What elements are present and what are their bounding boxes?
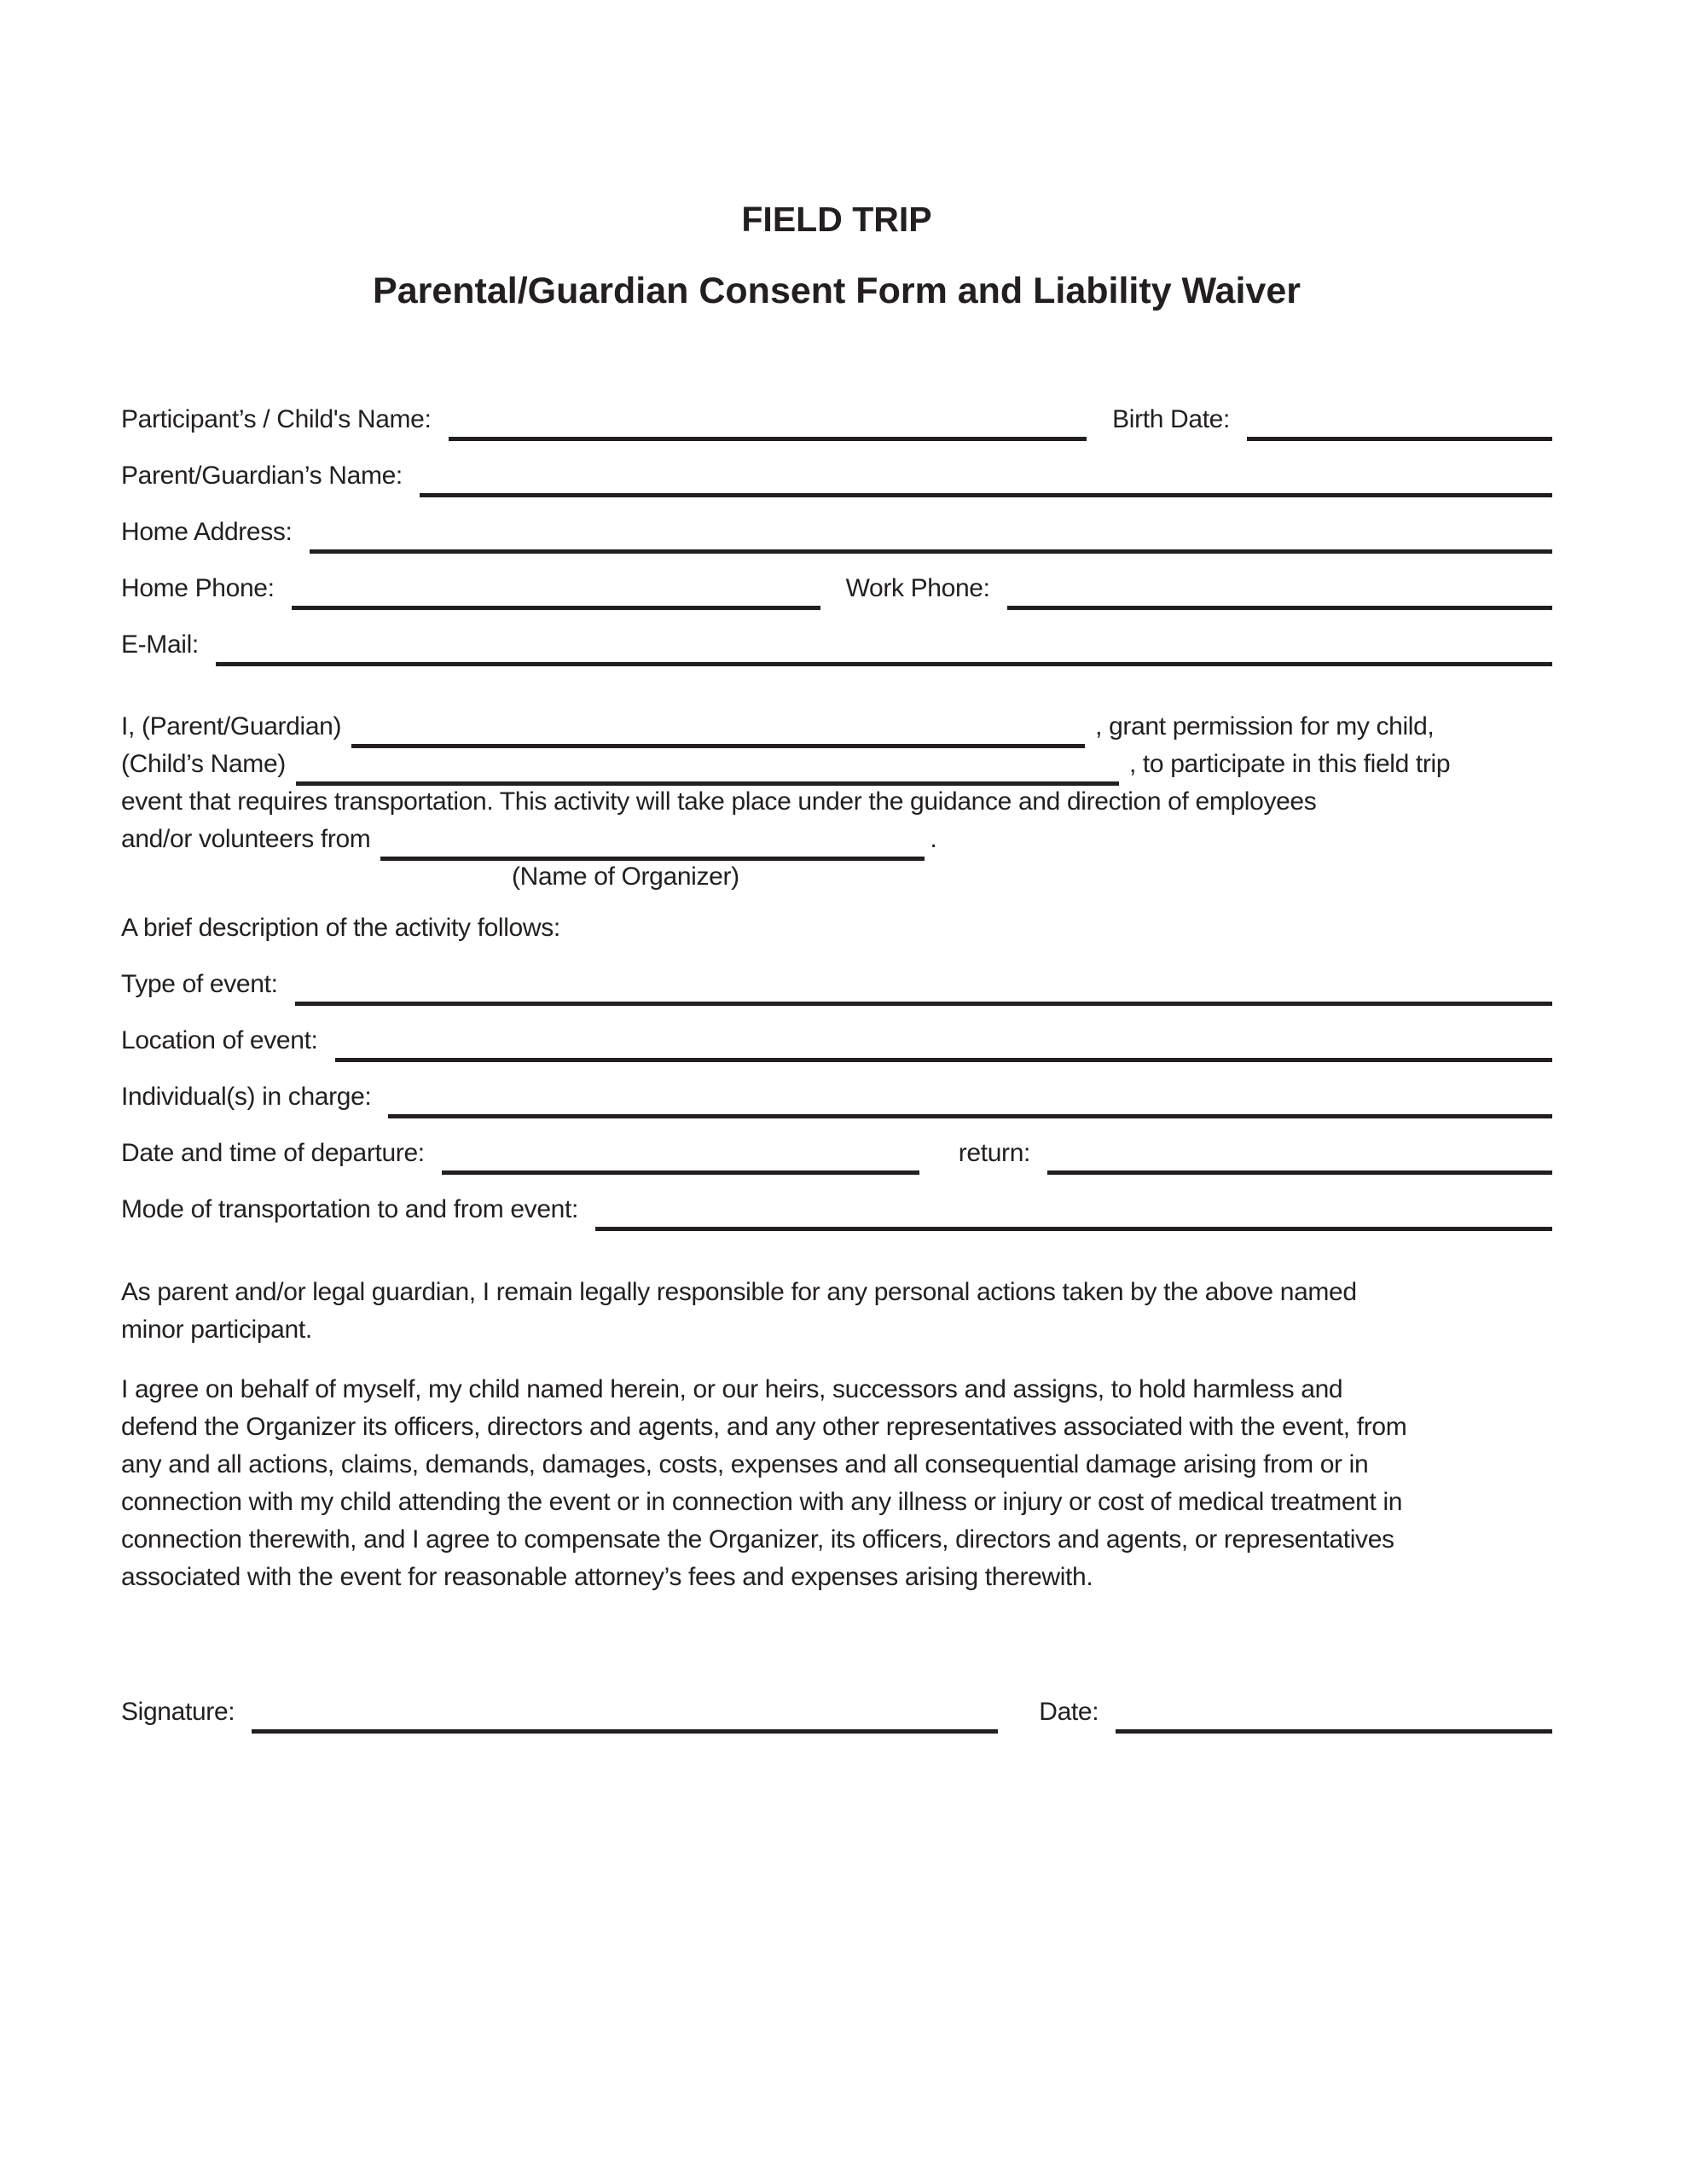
permission-line3-text: event that requires transportation. This activity will take place under the guidance and direction of employees [121, 787, 1317, 816]
activity-intro: A brief description of the activity follows: [121, 914, 560, 942]
child-name-blank [296, 781, 1119, 786]
date-blank [1116, 1729, 1552, 1734]
departure-label: Date and time of departure: [121, 1139, 425, 1167]
phones-row [121, 554, 1552, 610]
transportation-blank [595, 1227, 1552, 1231]
legal-p2-line: I agree on behalf of myself, my child named herein, or our heirs, successors and assigns, to hold harmless and [121, 1375, 1343, 1403]
work-phone-blank [1007, 606, 1552, 610]
organizer-name-blank [380, 857, 925, 861]
form-title: FIELD TRIP [741, 200, 932, 239]
email-label: E-Mail: [121, 630, 199, 659]
organizer-caption: (Name of Organizer) [512, 863, 739, 891]
legal-paragraph-1 [121, 1274, 1552, 1349]
signature-label: Signature: [121, 1698, 235, 1726]
activity-intro-row [121, 912, 1552, 950]
email-row [121, 610, 1552, 666]
transportation-row [121, 1175, 1552, 1231]
birth-date-label: Birth Date: [1112, 405, 1230, 433]
transportation-label: Mode of transportation to and from event: [121, 1195, 578, 1223]
permission-line-2 [121, 748, 1552, 786]
permission-line4-suffix: . [930, 825, 937, 853]
legal-section [121, 1274, 1552, 1596]
form-subtitle: Parental/Guardian Consent Form and Liability Waiver [373, 270, 1301, 311]
legal-paragraph-2 [121, 1371, 1552, 1596]
date-label: Date: [1039, 1698, 1099, 1726]
departure-return-row [121, 1118, 1552, 1175]
parent-name-row [121, 441, 1552, 497]
departure-blank [442, 1170, 919, 1175]
home-address-blank [310, 549, 1552, 554]
individuals-in-charge-row [121, 1062, 1552, 1118]
event-location-label: Location of event: [121, 1026, 318, 1054]
legal-p1-line: As parent and/or legal guardian, I remain legally responsible for any personal actions taken by the above named [121, 1278, 1357, 1306]
legal-p1-line: minor participant. [121, 1316, 312, 1344]
permission-line-3 [121, 786, 1552, 823]
participant-name-blank [449, 437, 1087, 441]
parent-guardian-name-blank [351, 744, 1085, 748]
event-type-blank [295, 1002, 1552, 1006]
event-location-row [121, 1006, 1552, 1062]
legal-p2-line: any and all actions, claims, demands, damages, costs, expenses and all consequential damage arising from or in [121, 1450, 1369, 1478]
legal-p2-line: defend the Organizer its officers, directors and agents, and any other representatives associated with the event, from [121, 1413, 1407, 1441]
legal-p2-line: associated with the event for reasonable attorney’s fees and expenses arising therewith. [121, 1563, 1093, 1591]
activity-section [121, 912, 1552, 1231]
parent-name-label: Parent/Guardian’s Name: [121, 462, 403, 490]
permission-line-1 [121, 711, 1552, 748]
return-blank [1047, 1170, 1552, 1175]
legal-p2-line: connection with my child attending the event or in connection with any illness or injury or cost of medical treatment in [121, 1488, 1403, 1516]
participant-name-label: Participant’s / Child's Name: [121, 405, 432, 433]
individuals-in-charge-blank [388, 1114, 1552, 1118]
signature-row [121, 1677, 1552, 1734]
event-type-row [121, 950, 1552, 1006]
organizer-caption-row [121, 861, 1552, 898]
email-blank [216, 662, 1552, 666]
home-address-label: Home Address: [121, 518, 293, 546]
permission-line4-prefix: and/or volunteers from [121, 825, 371, 853]
home-phone-label: Home Phone: [121, 574, 275, 602]
home-address-row [121, 497, 1552, 554]
event-location-blank [335, 1058, 1552, 1062]
participant-name-row [121, 385, 1552, 441]
return-label: return: [958, 1139, 1031, 1167]
permission-paragraph [121, 711, 1552, 898]
permission-line1-suffix: , grant permission for my child, [1095, 712, 1435, 741]
individuals-in-charge-label: Individual(s) in charge: [121, 1083, 372, 1111]
permission-line-4 [121, 823, 1552, 861]
permission-line2-prefix: (Child’s Name) [121, 750, 286, 778]
document-content [121, 0, 1552, 1734]
work-phone-label: Work Phone: [845, 574, 990, 602]
permission-line2-suffix: , to participate in this field trip [1128, 750, 1451, 778]
permission-line1-prefix: I, (Parent/Guardian) [121, 712, 342, 741]
parent-name-blank [420, 493, 1552, 497]
home-phone-blank [292, 606, 820, 610]
event-type-label: Type of event: [121, 970, 278, 998]
signature-blank [252, 1729, 998, 1734]
birth-date-blank [1247, 437, 1552, 441]
legal-p2-line: connection therewith, and I agree to compensate the Organizer, its officers, directors and agents, or representatives [121, 1525, 1394, 1554]
contact-fields-section [121, 385, 1552, 666]
